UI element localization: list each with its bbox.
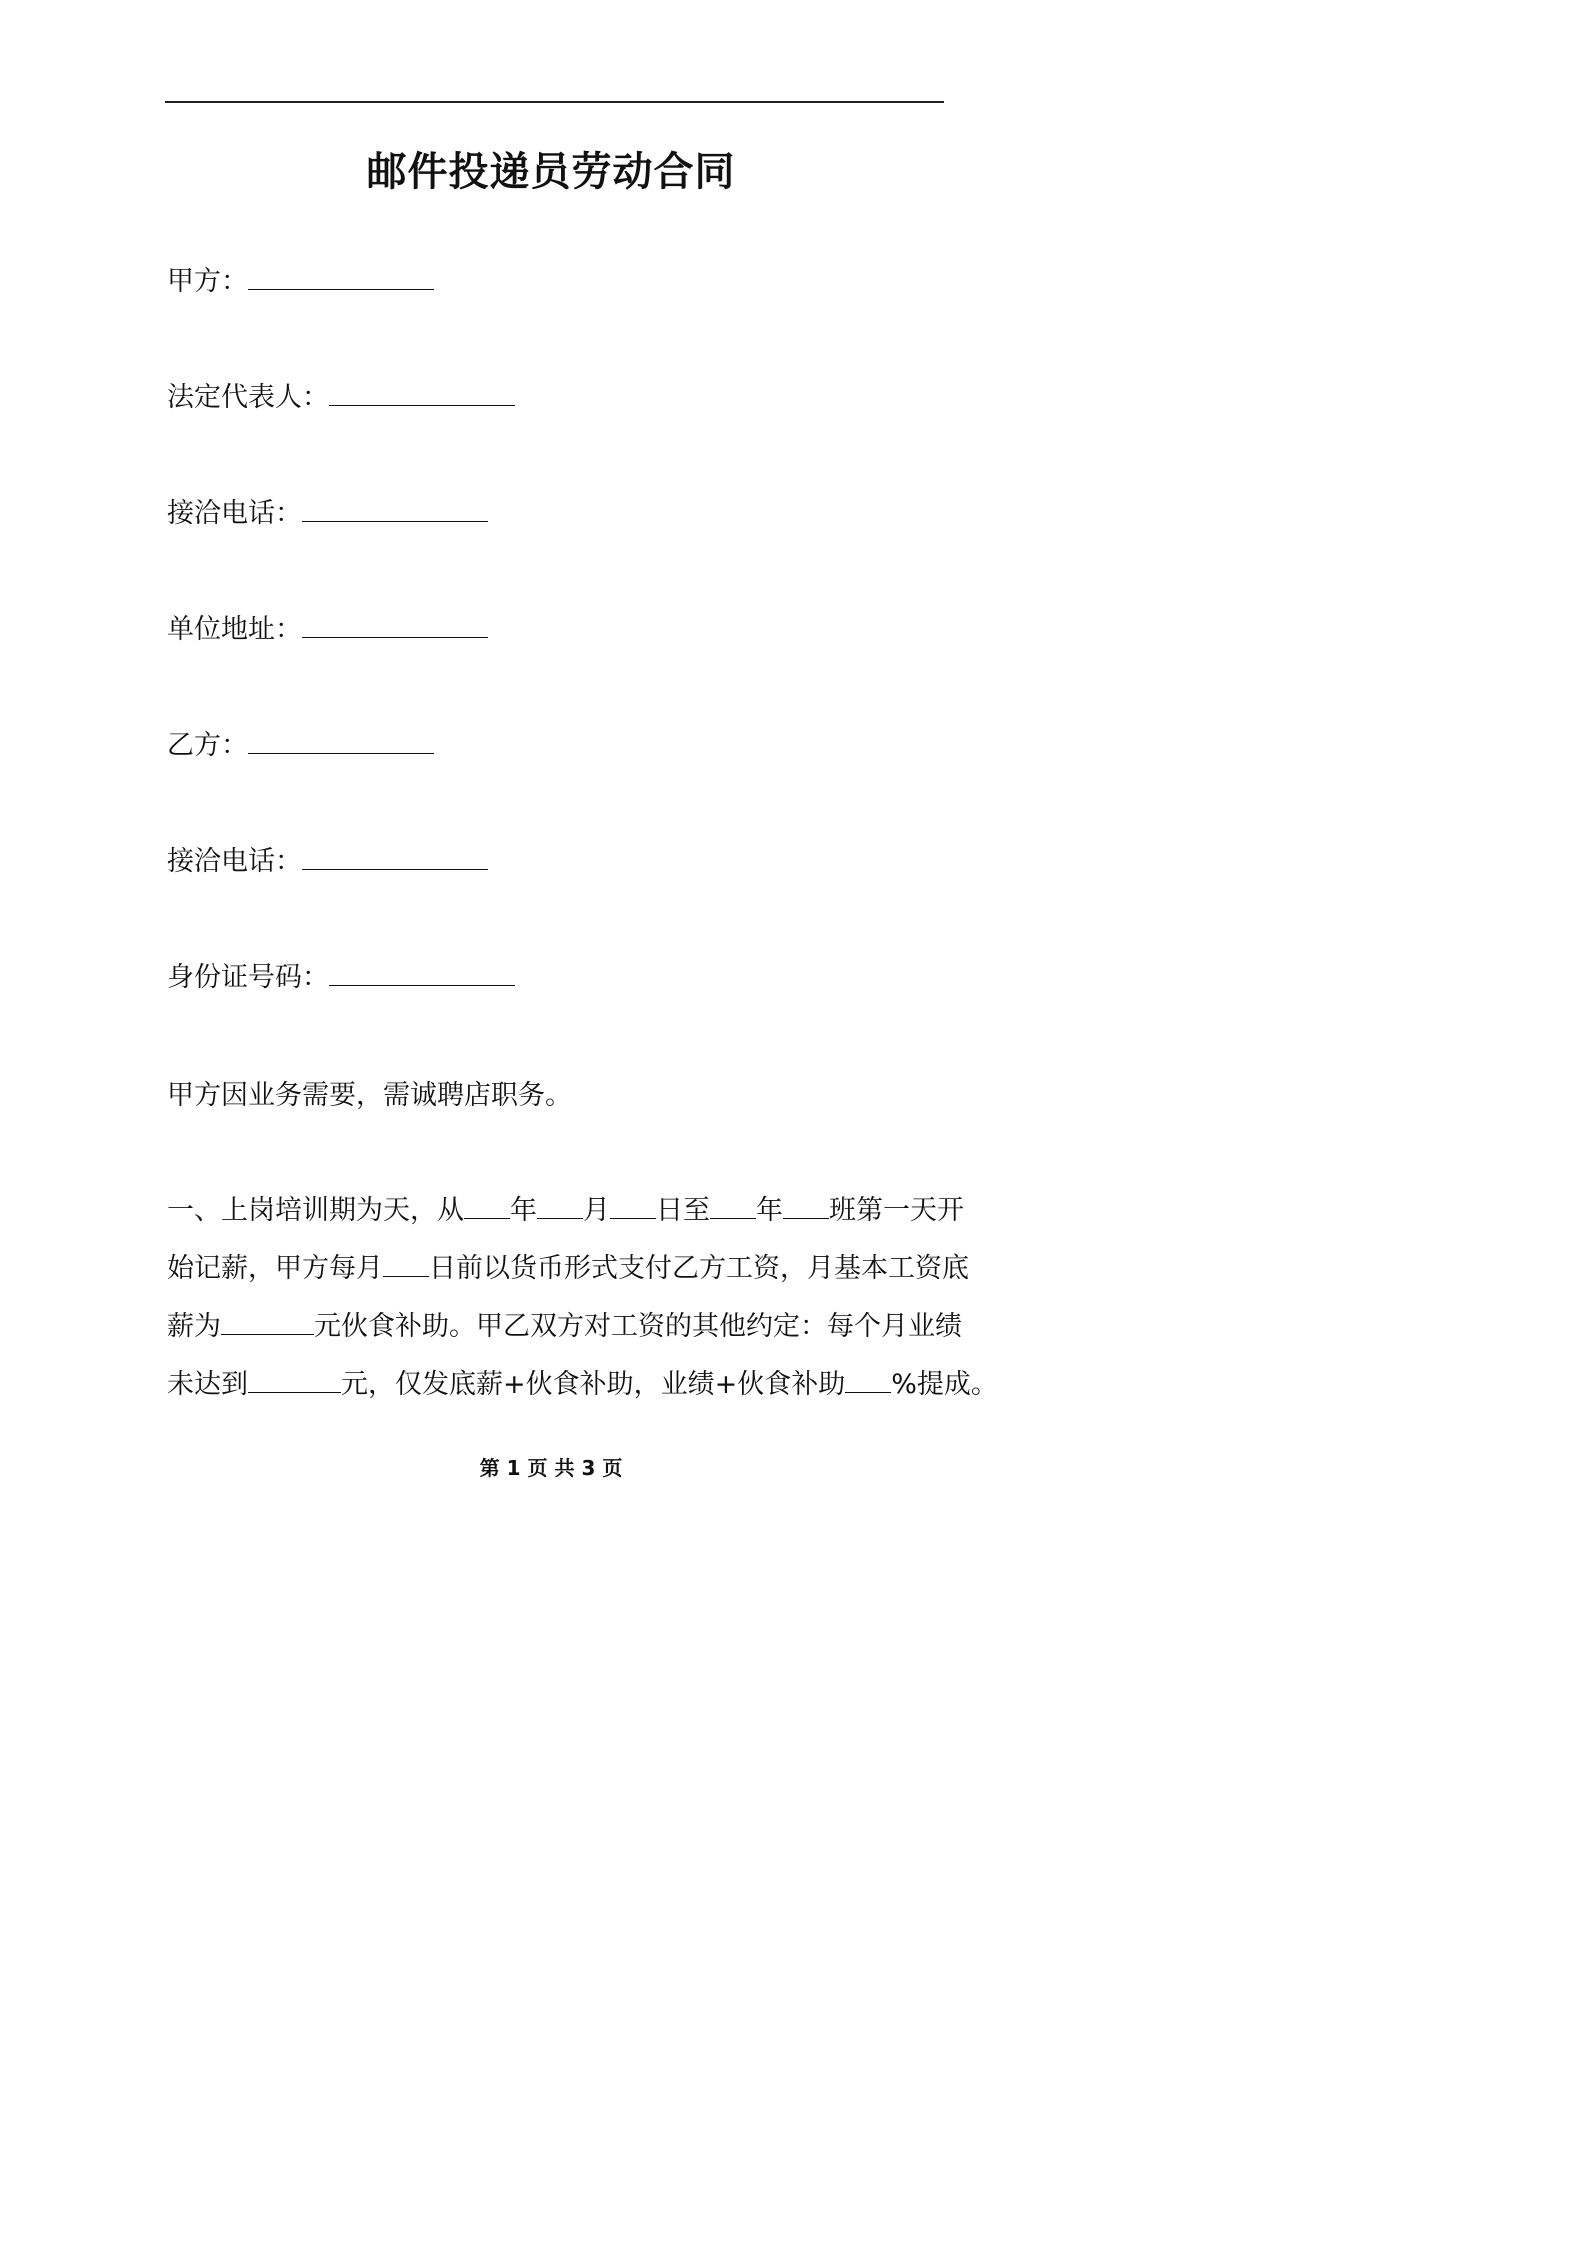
blank-line: [610, 1217, 656, 1219]
field-company-address: [167, 610, 488, 650]
field-label: 接洽电话：: [167, 846, 302, 877]
blank-line: [783, 1217, 829, 1219]
blank-line: [537, 1217, 583, 1219]
blank-line: [221, 1333, 314, 1335]
blank-line: [302, 636, 488, 638]
blank-line: [383, 1275, 429, 1277]
text-run: 一、上岗培训期为天，从: [167, 1195, 464, 1226]
blank-line: [248, 288, 434, 290]
blank-line: [845, 1391, 891, 1393]
blank-line: [302, 868, 488, 870]
field-contact-phone-a: [167, 494, 488, 534]
text-run: 年: [510, 1195, 537, 1226]
clause-line: [167, 1182, 998, 1240]
text-run: 薪为: [167, 1311, 221, 1342]
header-rule: [165, 101, 944, 103]
field-label: 甲方：: [167, 266, 248, 297]
field-label: 单位地址：: [167, 614, 302, 645]
blank-line: [248, 1391, 341, 1393]
text-run: 元，仅发底薪+伙食补助，业绩+伙食补助: [341, 1369, 846, 1400]
field-party-a: [167, 262, 434, 302]
blank-line: [329, 404, 515, 406]
text-run: 始记薪，甲方每月: [167, 1253, 383, 1284]
clause-line: [167, 1356, 998, 1414]
text-run: 日至: [656, 1195, 710, 1226]
field-label: 法定代表人：: [167, 382, 329, 413]
text-run: 元伙食补助。甲乙双方对工资的其他约定：每个月业绩: [314, 1311, 962, 1342]
text-run: 班第一天开: [829, 1195, 964, 1226]
field-label: 乙方：: [167, 730, 248, 761]
clause-1: [167, 1182, 998, 1414]
blank-line: [248, 752, 434, 754]
blank-line: [464, 1217, 510, 1219]
blank-line: [329, 984, 515, 986]
text-run: 年: [756, 1195, 783, 1226]
field-label: 接洽电话：: [167, 498, 302, 529]
field-label: 身份证号码：: [167, 962, 329, 993]
text-run: %提成。: [891, 1369, 998, 1400]
clause-line: [167, 1240, 998, 1298]
field-party-b: [167, 726, 434, 766]
text-run: 日前以货币形式支付乙方工资，月基本工资底: [429, 1253, 969, 1284]
field-id-number: [167, 958, 515, 998]
blank-line: [710, 1217, 756, 1219]
field-contact-phone-b: [167, 842, 488, 882]
page-footer: 第 1 页 共 3 页: [479, 1456, 623, 1480]
field-legal-representative: [167, 378, 515, 418]
blank-line: [302, 520, 488, 522]
text-run: 未达到: [167, 1369, 248, 1400]
intro-paragraph: 甲方因业务需要，需诚聘店职务。: [167, 1080, 572, 1111]
document-title: 邮件投递员劳动合同: [366, 149, 736, 195]
clause-line: [167, 1298, 998, 1356]
text-run: 月: [583, 1195, 610, 1226]
